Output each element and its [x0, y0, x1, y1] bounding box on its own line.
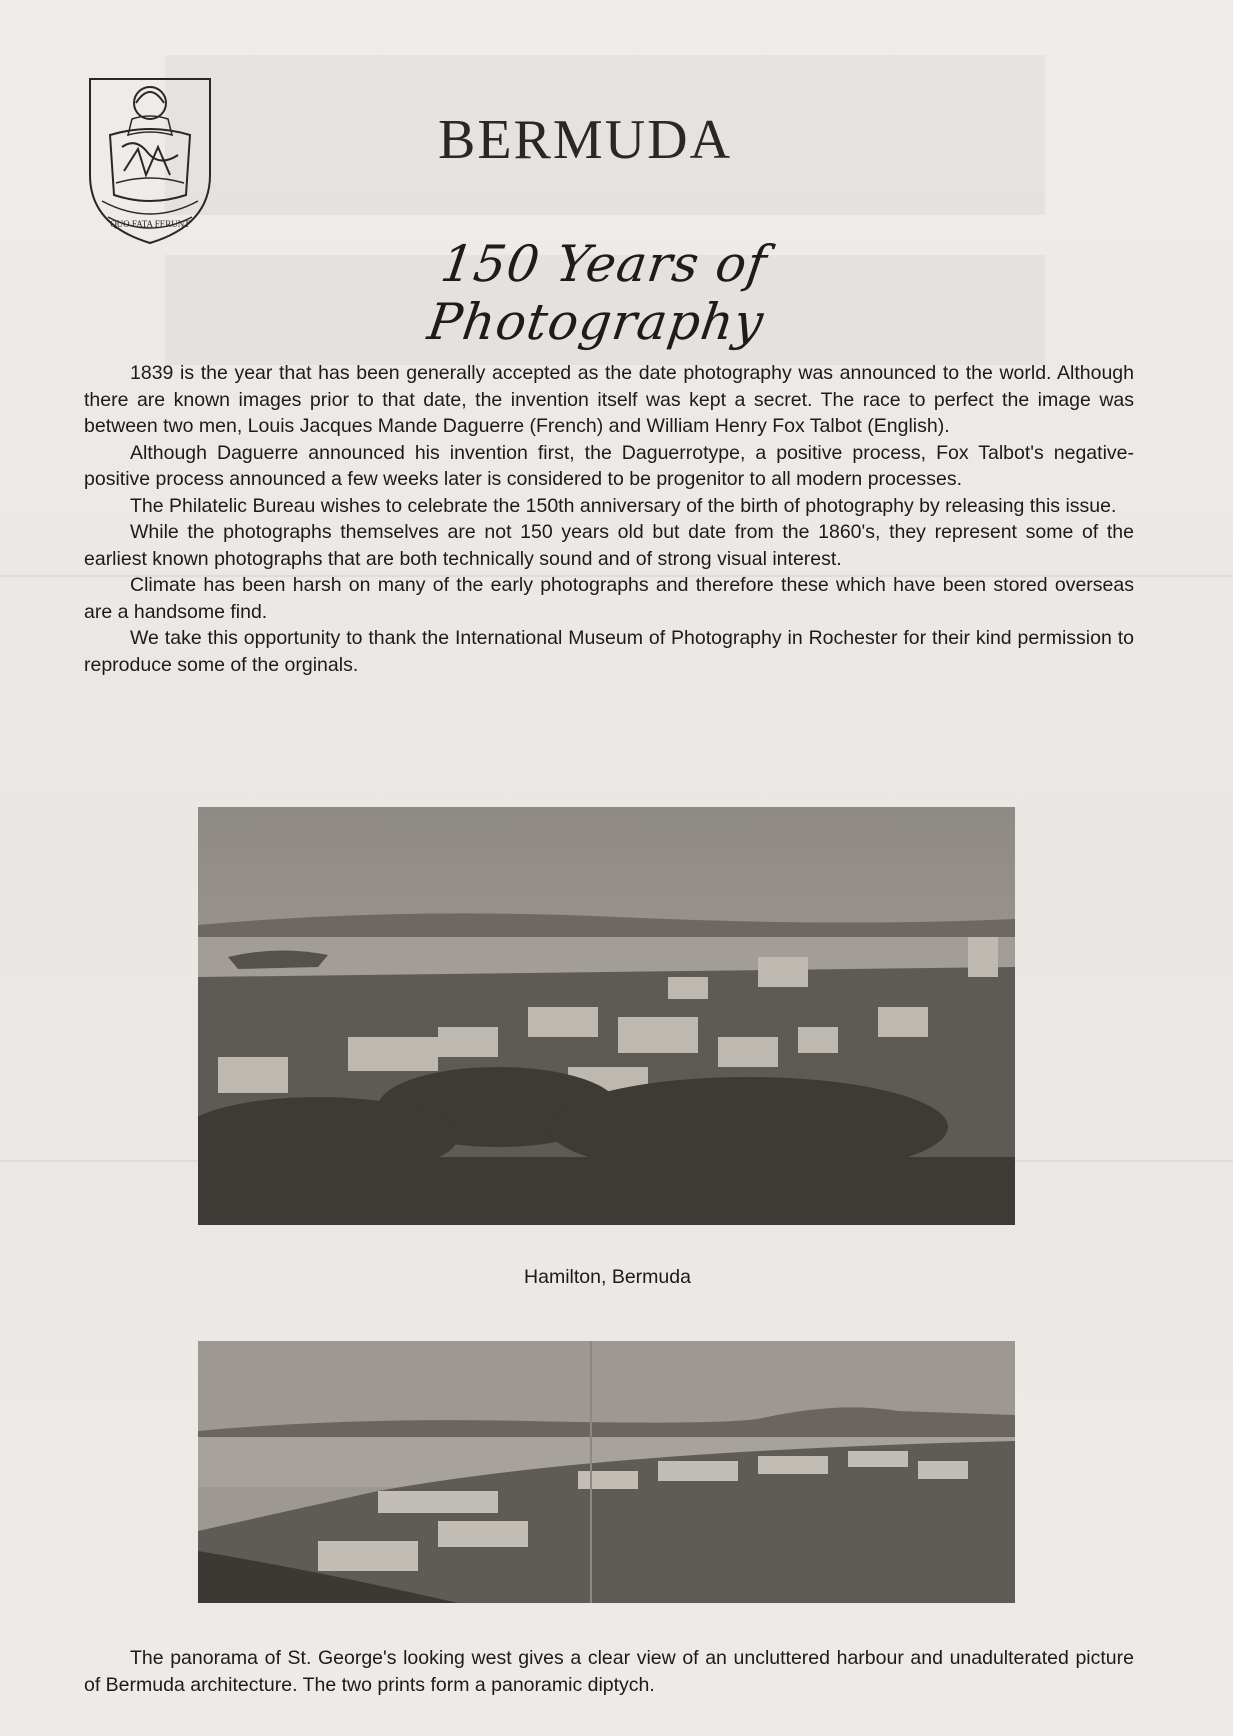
page-title: BERMUDA: [437, 109, 733, 171]
intro-paragraph: The Philatelic Bureau wishes to celebrate the 150th anniversary of the birth of photography by releasing this issue.: [130, 494, 1117, 517]
crest-motto: QUO FATA FERUNT: [110, 219, 190, 229]
intro-paragraph: Climate has been harsh on many of the early photographs and therefore these which have been stored overseas are a handsome find.: [84, 574, 1134, 623]
page-subtitle: 150 Years of Photography: [424, 235, 771, 351]
intro-paragraph: We take this opportunity to thank the International Museum of Photography in Rochester for their kind permission to reproduce some of the orginals.: [84, 627, 1134, 676]
intro-text: [84, 360, 1134, 678]
intro-paragraph: 1839 is the year that has been generally accepted as the date photography was announced to the world. Although there are known images prior to that date, the invention itself was kept a secret. The race to perfect the image was between two men, Louis Jacques Mande Daguerre (French) and William Henry Fox Talbot (English).: [84, 362, 1134, 437]
photo-caption: Hamilton, Bermuda: [524, 1266, 691, 1288]
closing-text: [84, 1645, 1134, 1699]
intro-paragraph: Although Daguerre announced his invention first, the Daguerrotype, a positive process, Fox Talbot's negative-positive process announced a few weeks later is considered to be progenitor to all modern processes.: [84, 441, 1134, 490]
closing-paragraph: The panorama of St. George's looking west gives a clear view of an uncluttered harbour and unadulterated picture of Bermuda architecture. The two prints form a panoramic diptych.: [84, 1647, 1134, 1696]
hamilton-photograph: [198, 807, 1015, 1225]
intro-paragraph: While the photographs themselves are not 150 years old but date from the 1860's, they represent some of the earliest known photographs that are both technically sound and of strong visual interest.: [84, 521, 1134, 570]
bermuda-crest-logo: [86, 75, 214, 247]
st-georges-panorama: [198, 1341, 1015, 1603]
